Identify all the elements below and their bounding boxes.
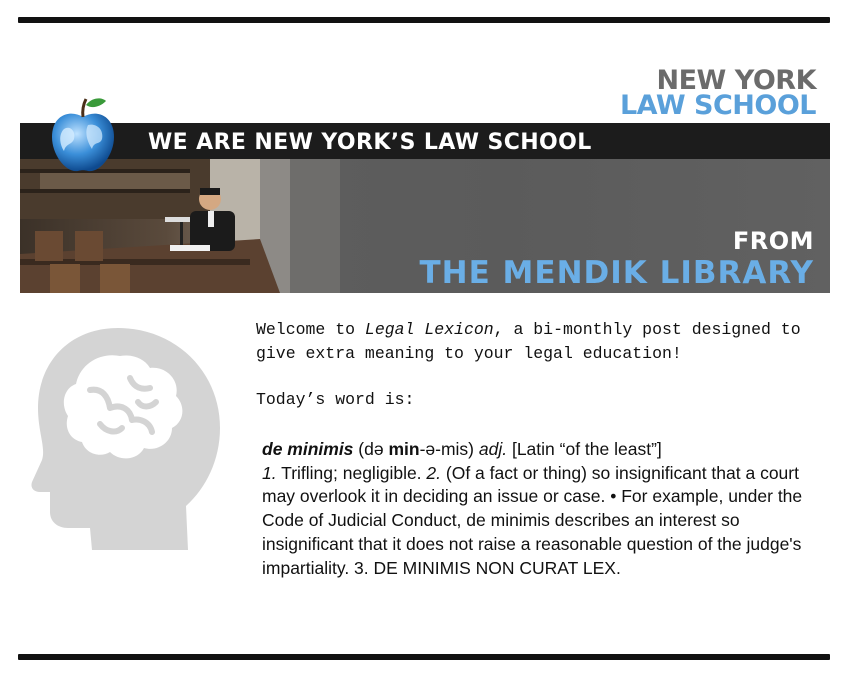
mendik-library-title: THE MENDIK LIBRARY <box>419 255 814 291</box>
brain-head-icon <box>30 328 220 555</box>
intro-text-1: Welcome to <box>256 320 365 339</box>
sense-1-text: Trifling; negligible. <box>276 462 427 483</box>
definition-entry <box>262 438 832 580</box>
nyls-logo <box>619 65 816 121</box>
today-label: Today’s word is: <box>256 390 415 409</box>
pronunciation-open: (də <box>353 439 389 459</box>
logo-line-2: LAW SCHOOL <box>619 90 816 121</box>
etymology: [Latin “of the least”] <box>507 439 662 459</box>
intro-title: Legal Lexicon <box>364 320 494 339</box>
tagline: WE ARE NEW YORK’S LAW SCHOOL <box>148 130 592 155</box>
intro-text-2: , a bi-monthly post designed to give extra meaning to your legal education! <box>256 320 801 363</box>
pronunciation-stress: min <box>388 439 420 459</box>
from-label: FROM <box>732 227 814 255</box>
sense-2-text: (Of a fact or thing) so insignificant that a court may overlook it in deciding an issue or case. • For example, under the Code of Judicial Conduct, de minimis describes an interest so insignificant that it does not raise a reasonable question of the judge's impartiality. 3. DE MINIMIS NON CURAT LEX. <box>262 462 803 578</box>
headword: de minimis <box>262 439 354 459</box>
part-of-speech: adj. <box>478 439 508 459</box>
sense-2-number: 2. <box>426 462 442 483</box>
bottom-rule <box>18 654 830 660</box>
banner <box>20 123 830 293</box>
pronunciation-rest: -ə-mis) <box>419 439 479 459</box>
top-rule <box>18 17 830 23</box>
tagline-bar <box>20 123 830 159</box>
globe-apple-icon <box>48 95 118 180</box>
sense-1-number: 1. <box>262 462 277 483</box>
library-photo <box>20 159 830 293</box>
intro-paragraph <box>256 318 826 366</box>
logo-line-1: NEW YORK <box>656 65 816 96</box>
